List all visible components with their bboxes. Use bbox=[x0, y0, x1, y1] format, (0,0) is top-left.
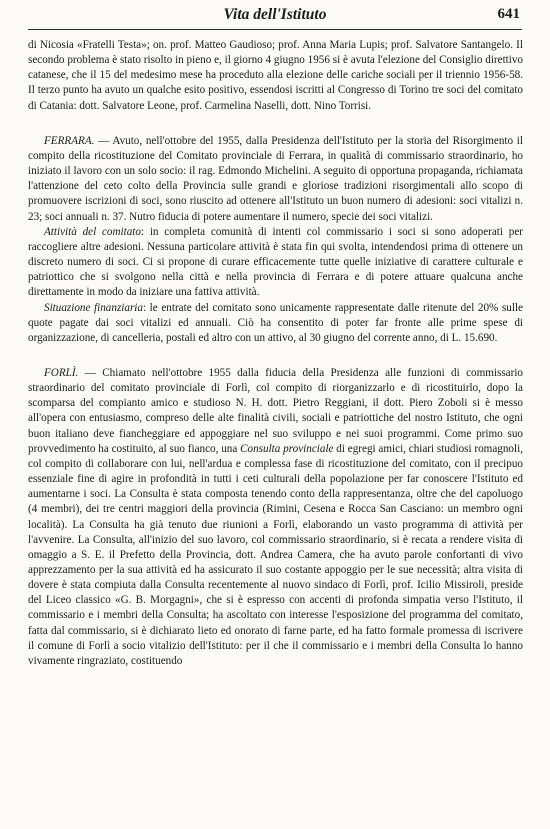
ferrara-text-2: : in completa comunità di intenti col commissario i soci si sono adoperati per raccogliere altre adesioni. Nessuna particolare attività è stata fin qui svolta, intendendosi prima di ottenere un discreto numero di soci. Ci si propone di curare efficacemente tutte quelle iniziative di carattere culturale e patriottico che si svolgono nella città e nella provincia di Ferrara e di potere attuare qualcuna anche direttamente in modo da iniziare una fattiva attività. bbox=[28, 225, 523, 299]
forli-paragraph bbox=[28, 366, 523, 669]
running-header bbox=[28, 3, 522, 30]
ferrara-paragraph-1 bbox=[28, 134, 523, 225]
ferrara-text-1: — Avuto, nell'ottobre del 1955, dalla Presidenza dell'Istituto per la storia del Risorgimento il compito della ricostituzione del Comitato provinciale di Ferrara, in qualità di commissario straordinario, ho iniziato il lavoro con un solo socio: il rag. Edmondo Michelini. A seguito di opportuna propaganda, richiamata l'attenzione del ceto colto della Provincia sulle grandi e gloriose tradizioni risorgimentali allo scopo di promuovere iscrizioni di soci, sono riuscito ad ottenere all'Istituto un buon numero di adesioni: soci vitalizi n. 23; soci annuali n. 37. Nutro fiducia di potere aumentare il numero, specie dei soci vitalizi. bbox=[28, 134, 523, 223]
forli-text-a: — Chiamato nell'ottobre 1955 dalla fiducia della Presidenza alle funzioni di commissario straordinario del comitato provinciale di Forlì, col compito di riorganizzarlo e di ricostituirlo, dopo la scomparsa del compianto amico e studioso N. H. dott. Pietro Reggiani, il dott. Piero Zoboli si è messo all'opera con entusiasmo, compreso delle alte finalità civili, sociali e patriottiche del nostro Istituto, che ogni buon italiano deve fiancheggiare ed appoggiare nel suo sviluppo e nei suoi programmi. Come primo suo provvedimento ha costituito, al suo fianco, una bbox=[28, 366, 524, 455]
running-title: Vita dell'Istituto bbox=[223, 6, 327, 23]
forli-consulta-label: Consulta provinciale bbox=[240, 442, 334, 455]
ferrara-finance-label: Situazione finanziaria bbox=[44, 301, 143, 314]
ferrara-text-3: : le entrate del comitato sono unicamente rappresentate dalle ritenute del 20% sulle quote pagate dai soci vitalizi ed annuali. Ciò ha consentito di poter far fronte alle prime spese di organizzazione, di cancelleria, postali ed altro con un attivo, al 30 giugno del corrente anno, di L. 15.690. bbox=[28, 301, 523, 344]
page-number: 641 bbox=[497, 6, 520, 22]
catania-continuation: di Nicosia «Fratelli Testa»; on. prof. Matteo Gaudioso; prof. Anna Maria Lupis; prof. Salvatore Santangelo. Il secondo problema è stato risolto in pieno e, il giorno 4 giugno 1956 si è avuta l'elezione del Consiglio direttivo catanese, che il 15 del medesimo mese ha proceduto alla elezione delle cariche sociali per il triennio 1956-58. Il terzo punto ha avuto un qualche esito positivo, essendosi iscritti al Congresso di Torino tre soci del comitato di Catania: dott. Salvatore Leone, prof. Carmelina Naselli, dott. Nino Torrisi. bbox=[28, 39, 523, 112]
forli-heading: FORLÌ. bbox=[44, 366, 79, 379]
forli-text-b: di egregi amici, chiari studiosi romagnoli, col compito di collaborare con lui, nell'ardua e complessa fase di ricostituzione del comitato, con il precipuo essenziale fine di agire in profondità in tutti i ceti culturali della popolazione per far conoscere l'Istituto ed aumentarne i soci. La Consulta è stata composta tenendo conto della rappresentanza, oltre che del capoluogo (4 membri), dei tre centri maggiori della provincia (Rimini, Cesena e Rocca San Casciano: un membro ogni località). La Consulta ha già tenuto due riunioni a Forlì, elaborando un vasto programma di attività per l'avvenire. La Consulta, all'inizio del suo lavoro, col commissario straordinario, si è recata a rendere visita di omaggio a S. E. il Prefetto della Provincia, dott. Andrea Camera, che ha avuto parole confortanti di vivo apprezzamento per la sua attività ed ha assicurato il suo costante appoggio per le sue necessità; altra visita di dovere è stata compiuta dalla Consulta recentemente al nuovo sindaco di Forlì, prof. Icilio Missiroli, preside del Liceo classico «G. B. Morgagni», che si è espresso con accenti di profonda simpatia verso l'Istituto, il commissario e i membri della Consulta; ha ascoltato con interesse l'esposizione del programma del comitato, fatta dal commissario, si è dichiarato lieto ed onorato di farne parte, ed ha fatto formale promessa di iscrivere il comune di Forlì a socio vitalizio dell'Istituto: per il che il commissario e i membri della Consulta lo hanno vivamente ringraziato, costituendo bbox=[28, 442, 523, 667]
page-body bbox=[28, 38, 523, 669]
ferrara-activity-label: Attività del comitato bbox=[44, 225, 141, 238]
ferrara-paragraph-3 bbox=[28, 301, 523, 346]
ferrara-paragraph-2 bbox=[28, 225, 523, 301]
ferrara-heading: FERRARA. bbox=[44, 134, 95, 147]
